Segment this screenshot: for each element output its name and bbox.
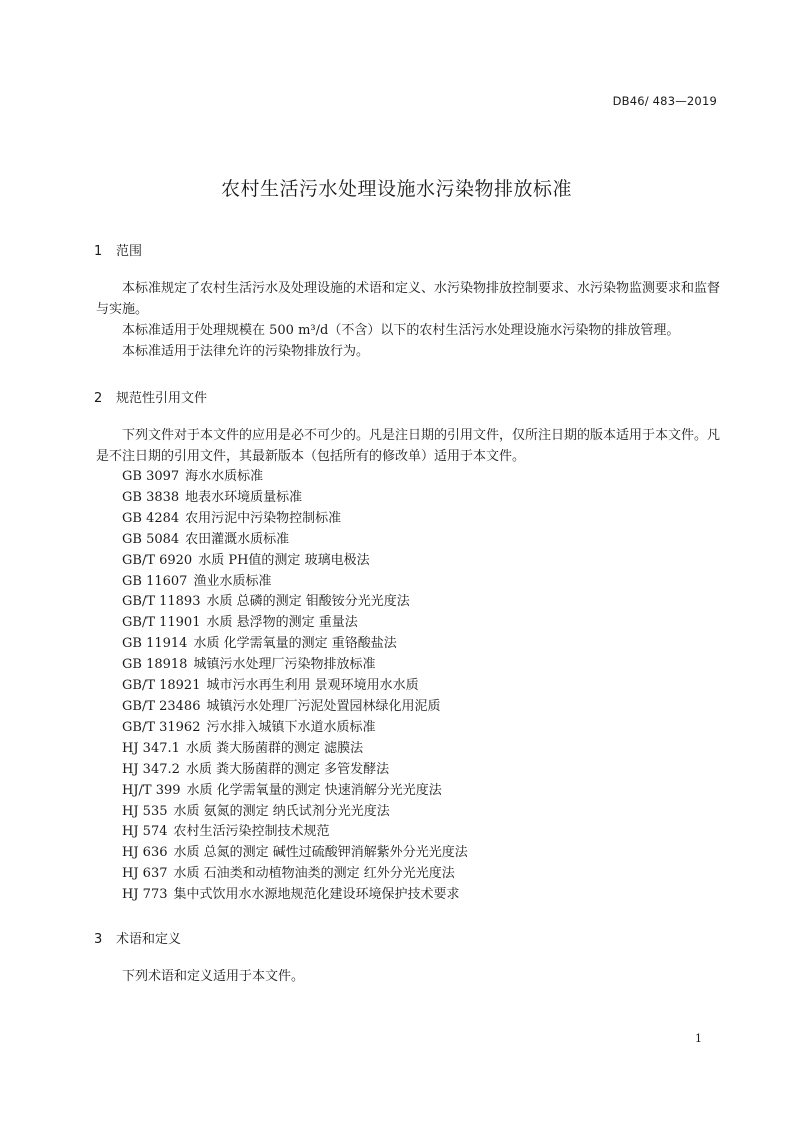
reference-item bbox=[122, 634, 468, 655]
reference-title: 水质 化学需氧量的测定 快速消解分光光度法 bbox=[186, 782, 442, 798]
section-title: 术语和定义 bbox=[116, 932, 182, 947]
reference-code: HJ 535 bbox=[122, 803, 168, 819]
section-title: 规范性引用文件 bbox=[116, 391, 208, 406]
reference-code: GB 4284 bbox=[122, 510, 180, 526]
reference-title: 水质 氨氮的测定 纳氏试剂分光光度法 bbox=[173, 803, 390, 819]
section-number: 2 bbox=[94, 391, 103, 406]
reference-item bbox=[122, 697, 468, 718]
section-title: 范围 bbox=[116, 244, 143, 259]
reference-title: 水质 悬浮物的测定 重量法 bbox=[206, 615, 358, 631]
reference-title: 农村生活污染控制技术规范 bbox=[173, 824, 330, 840]
reference-code: HJ 637 bbox=[122, 866, 168, 882]
reference-code: GB/T 11901 bbox=[122, 615, 201, 631]
reference-item bbox=[122, 613, 468, 634]
section-heading-normative-references bbox=[94, 387, 207, 406]
reference-code: GB/T 18921 bbox=[122, 678, 201, 694]
scope-paragraph-2: 本标准适用于处理规模在 500 m³/d（不含）以下的农村生活污水处理设施水污染物的排放管理。 bbox=[122, 323, 680, 338]
reference-code: HJ 773 bbox=[122, 887, 168, 903]
reference-code: HJ 574 bbox=[122, 824, 168, 840]
section-heading-scope bbox=[94, 240, 142, 259]
page-title: 农村生活污水处理设施水污染物排放标准 bbox=[220, 178, 572, 200]
scope-paragraph-3: 本标准适用于法律允许的污染物排放行为。 bbox=[122, 344, 370, 359]
page-number: 1 bbox=[695, 1032, 702, 1045]
reference-code: GB 11607 bbox=[122, 573, 188, 589]
reference-title: 水质 石油类和动植物油类的测定 红外分光光度法 bbox=[173, 866, 455, 882]
reference-code: GB 18918 bbox=[122, 657, 188, 673]
reference-title: 水质 粪大肠菌群的测定 多管发酵法 bbox=[185, 761, 390, 777]
section-number: 3 bbox=[94, 932, 103, 947]
reference-title: 污水排入城镇下水道水质标准 bbox=[206, 719, 376, 735]
reference-code: GB 3838 bbox=[122, 489, 180, 505]
reference-title: 水质 总氮的测定 碱性过硫酸钾消解紫外分光光度法 bbox=[173, 845, 468, 861]
reference-code: GB/T 11893 bbox=[122, 594, 201, 610]
section-heading-terms bbox=[94, 928, 181, 947]
reference-item bbox=[122, 864, 468, 885]
reference-code: GB 5084 bbox=[122, 531, 180, 547]
section-number: 1 bbox=[94, 244, 103, 259]
reference-code: HJ 347.2 bbox=[122, 761, 180, 777]
reference-item bbox=[122, 781, 468, 802]
reference-item bbox=[122, 509, 468, 530]
reference-item bbox=[122, 802, 468, 823]
reference-item bbox=[122, 530, 468, 551]
reference-title: 农田灌溉水质标准 bbox=[185, 531, 290, 547]
reference-item bbox=[122, 488, 468, 509]
reference-title: 水质 粪大肠菌群的测定 滤膜法 bbox=[185, 740, 364, 756]
reference-item bbox=[122, 467, 468, 488]
reference-code: HJ 636 bbox=[122, 845, 168, 861]
reference-code: GB/T 31962 bbox=[122, 719, 201, 735]
reference-code: HJ/T 399 bbox=[122, 782, 181, 798]
reference-item bbox=[122, 718, 468, 739]
reference-title: 海水水质标准 bbox=[185, 469, 264, 484]
reference-title: 渔业水质标准 bbox=[193, 573, 272, 589]
reference-item bbox=[122, 592, 468, 613]
reference-code: GB 11914 bbox=[122, 636, 188, 652]
reference-item bbox=[122, 739, 468, 760]
reference-item bbox=[122, 760, 468, 781]
reference-title: 农用污泥中污染物控制标准 bbox=[185, 510, 342, 526]
reference-item bbox=[122, 885, 468, 906]
reference-title: 城镇污水处理厂污染物排放标准 bbox=[193, 657, 376, 673]
reference-title: 水质 PH值的测定 玻璃电极法 bbox=[198, 552, 370, 568]
reference-item bbox=[122, 843, 468, 864]
references-intro: 下列文件对于本文件的应用是必不可少的。凡是注日期的引用文件，仅所注日期的版本适用于本文件。凡是不注日期的引用文件，其最新版本（包括所有的修改单）适用于本文件。 bbox=[96, 428, 721, 464]
reference-code: GB 3097 bbox=[122, 469, 180, 484]
scope-paragraph-1: 本标准规定了农村生活污水及处理设施的术语和定义、水污染物排放控制要求、水污染物监测要求和监督与实施。 bbox=[96, 281, 721, 317]
reference-title: 集中式饮用水水源地规范化建设环境保护技术要求 bbox=[173, 887, 460, 903]
reference-item bbox=[122, 822, 468, 843]
reference-title: 水质 化学需氧量的测定 重铬酸盐法 bbox=[193, 636, 397, 652]
reference-list bbox=[122, 467, 468, 906]
reference-code: HJ 347.1 bbox=[122, 740, 180, 756]
terms-intro: 下列术语和定义适用于本文件。 bbox=[122, 969, 305, 984]
reference-item bbox=[122, 655, 468, 676]
reference-title: 水质 总磷的测定 钼酸铵分光光度法 bbox=[206, 594, 410, 610]
reference-title: 地表水环境质量标准 bbox=[185, 489, 303, 505]
reference-title: 城市污水再生利用 景观环境用水水质 bbox=[206, 678, 419, 694]
reference-item bbox=[122, 572, 468, 593]
reference-code: GB/T 23486 bbox=[122, 698, 201, 714]
reference-item bbox=[122, 551, 468, 572]
reference-title: 城镇污水处理厂污泥处置园林绿化用泥质 bbox=[206, 698, 441, 714]
reference-code: GB/T 6920 bbox=[122, 552, 193, 568]
document-code: DB46/ 483—2019 bbox=[612, 94, 717, 108]
reference-item bbox=[122, 676, 468, 697]
